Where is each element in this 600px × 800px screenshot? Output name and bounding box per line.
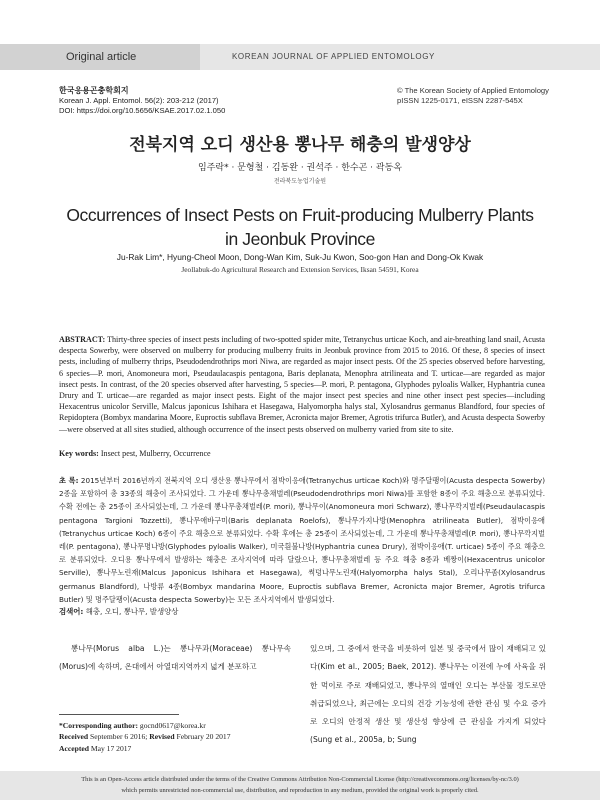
received-revised-dates	[59, 731, 231, 742]
license-line-1: This is an Open-Access article distributed under the terms of the Creative Commons Attribution Non-Commercial License (http://creativecommons.org/licenses/by-nc/3.0)	[81, 776, 519, 783]
title-english	[60, 203, 540, 251]
corresponding-author-email[interactable]: gocnd0617@korea.kr	[139, 721, 206, 730]
keywords-text: Insect pest, Mulberry, Occurrence	[100, 449, 211, 458]
copyright-notice: © The Korean Society of Applied Entomology	[397, 86, 549, 95]
citation: Korean J. Appl. Entomol. 56(2): 203-212 (2017)	[59, 96, 219, 105]
citation-block	[59, 86, 225, 116]
license-line-2: which permits unrestricted non-commercial use, distribution, and reproduction in any medium, provided the original work is properly cited.	[121, 787, 479, 794]
abstract-text: Thirty-three species of insect pests including of two-spotted spider mite, Tetranychus urticae Koch, and air-breathing land snail, Acusta despecta Sowerby, were observed on mulberry for producing mulberry fruits in Jeonbuk province from 2015 to 2016. Of these, 8 species of insect pests, including of mulberry thrips, Pseudodendrothrips mori Niwa, are regarded as major insect pests. Of the 25 species observed before harvesting, 6 species—P. mori, Anomoneura mori, Pseudaulacaspis pentagona, Baris deplanata, Menophra atrilineata and T. urticae—are regarded as major insect pests. In contrast, of the 20 species observed after harvesting, 5 species—P. mori, P. pentagona, Glyphodes pyloalis Walker, Hyphantria cunea Drury and T. urticae—are regarded as major insect pests. Eight of the major insect pest species and nine other insect pest species—including Hexacentrus unicolor Serville, Malcus japonicus Ishihara et Hasegawa, Halyomorpha halys stal, Xylosandrus germanus Blandford, four species of Repidoptera (Bombyx mandarina Moore, Euproctis subflava Bremer, Acronicta major Bremer, Agrotis trifurca Butler), and Acusta despecta Sowerby—were observed at all sites studied, although occurrence of the insect pests observed on mulberry varied from site to site.	[59, 335, 545, 434]
issn-block	[397, 86, 549, 106]
keywords	[59, 449, 211, 458]
title-korean: 전북지역 오디 생산용 뽕나무 해충의 발생양상	[129, 135, 471, 155]
revised-date: February 20 2017	[176, 732, 231, 742]
top-banner	[0, 44, 600, 70]
abstract-korean-text: 2015년부터 2016년까지 전북지역 오디 생산용 뽕나무에서 점박이응애(Tetranychus urticae Koch)와 명주달팽이(Acusta despecta Sowerby) 2종을 포함하여 총 33종의 해충이 조사되었다. 그 가운데 뽕나무총채벌레(Pseudodendrothrips mori Niwa)를 포함한 8종이 주요 해충으로 분류되었다. 수확 전에는 총 25종이 조사되었는데, 그 가운데 뽕나무총채벌레(P. mori), 뽕나무이(Anomoneura mori Schwarz), 뽕나무깍지벌레(Pseudaulacaspis pentagona Targioni Tozzetti), 뽕나무애바구미(Baris deplanata Roelofs), 뽕나무가지나방(Menophra atrilineata Butler), 점박이응애(Tetranychus urticae Koch) 6종이 주요 해충으로 분류되었다. 수확 후에는 총 25종이 조사되었는데, 그 가운데 뽕나무총채벌레(P. mori), 뽕나무깍지벌레(P. pentagona), 뽕나무명나방(Glyphodes pyloalis Walker), 미국흰불나방(Hyphantria cunea Drury), 점박이응애(T. urticae) 5종이 주요 해충으로 분류되었다. 오디용 뽕나무에서 발생하는 해충은 조사지역에 따라 달랐으나, 뽕나무총채벌레 등 주요 해충 8종과 베짱이(Hexacentrus unicolor Serville), 뽕나무노린재(Malcus Japonicus Ishihara et Hasegawa), 썩덩나무노린재(Halyomorpha halys Stal), 오리나무좀(Xylosandrus germanus Blandford), 나방류 4종(Bombyx mandarina Moore, Euproctis subflava Bremer, Acronicta major Bremer, Agrotis trifurca Butler) 및 명주달팽이(Acusta despecta Sowerby)는 모든 조사지역에서 발생되었다.	[59, 476, 545, 604]
abstract-korean	[59, 474, 545, 606]
authors-english: Ju-Rak Lim*, Hyung-Cheol Moon, Dong-Wan Kim, Suk-Ju Kwon, Soo-gon Han and Dong-Ok Kwak	[116, 252, 484, 262]
body-text-left-column: 뽕나무(Morus alba L.)는 뽕나무과(Moraceae) 뽕나무속(Morus)에 속하며, 온대에서 아열대지역까지 넓게 분포하고	[59, 644, 291, 671]
article-type-label: Original article	[0, 44, 200, 70]
keywords-korean	[59, 606, 178, 617]
received-date: September 6 2016;	[90, 732, 148, 742]
keywords-korean-text: 해충, 오디, 뽕나무, 발생양상	[85, 607, 179, 616]
affiliation-english: Jeollabuk-do Agricultural Research and Extension Services, Iksan 54591, Korea	[181, 265, 419, 274]
journal-name-korean: 한국응용곤충학회지	[59, 86, 129, 95]
correspondence-block	[59, 720, 231, 754]
revised-label: Revised	[149, 732, 175, 742]
footnote-divider	[59, 714, 179, 715]
abstract-korean-label: 초 록:	[59, 476, 79, 485]
title-english-line2: in Jeonbuk Province	[225, 229, 375, 249]
license-footer	[0, 771, 600, 800]
abstract	[59, 334, 545, 435]
keywords-korean-label: 검색어:	[59, 607, 84, 616]
issn: pISSN 1225-0171, eISSN 2287-545X	[397, 96, 523, 105]
keywords-label: Key words:	[59, 449, 99, 458]
body-text-right-column: 있으며, 그 중에서 한국을 비롯하여 일본 및 중국에서 많이 재배되고 있다(Kim et al., 2005; Baek, 2012). 뽕나무는 이전에 누에 사육을 위한 먹이로 주로 재배되었고, 뽕나무의 열매인 오디는 부산물 정도로만 취급되었으나, 최근에는 오디의 건강 기능성에 관한 관심 및 수요 증가로 오디의 안정적 생산 및 생산성 향상에 큰 관심을 가지게 되었다(Sung et al., 2005a, b; Sung	[310, 644, 546, 745]
title-english-line1: Occurrences of Insect Pests on Fruit-producing Mulberry Plants	[66, 205, 534, 225]
accepted-date: May 17 2017	[90, 743, 132, 753]
journal-name: KOREAN JOURNAL OF APPLIED ENTOMOLOGY	[232, 52, 435, 61]
abstract-label: ABSTRACT:	[59, 335, 106, 344]
affiliation-korean: 전라북도농업기술원	[273, 178, 327, 185]
authors-korean: 임주락* · 문형철 · 김동완 · 권석주 · 한수곤 · 곽동옥	[198, 163, 402, 173]
doi-link[interactable]: DOI: https://doi.org/10.5656/KSAE.2017.02.1.050	[59, 106, 226, 115]
accepted-label: Accepted	[59, 743, 89, 753]
received-label: Received	[59, 732, 89, 742]
corresponding-author-label: *Corresponding author:	[59, 721, 138, 730]
corresponding-author	[59, 720, 231, 731]
accepted-date-line	[59, 743, 231, 754]
